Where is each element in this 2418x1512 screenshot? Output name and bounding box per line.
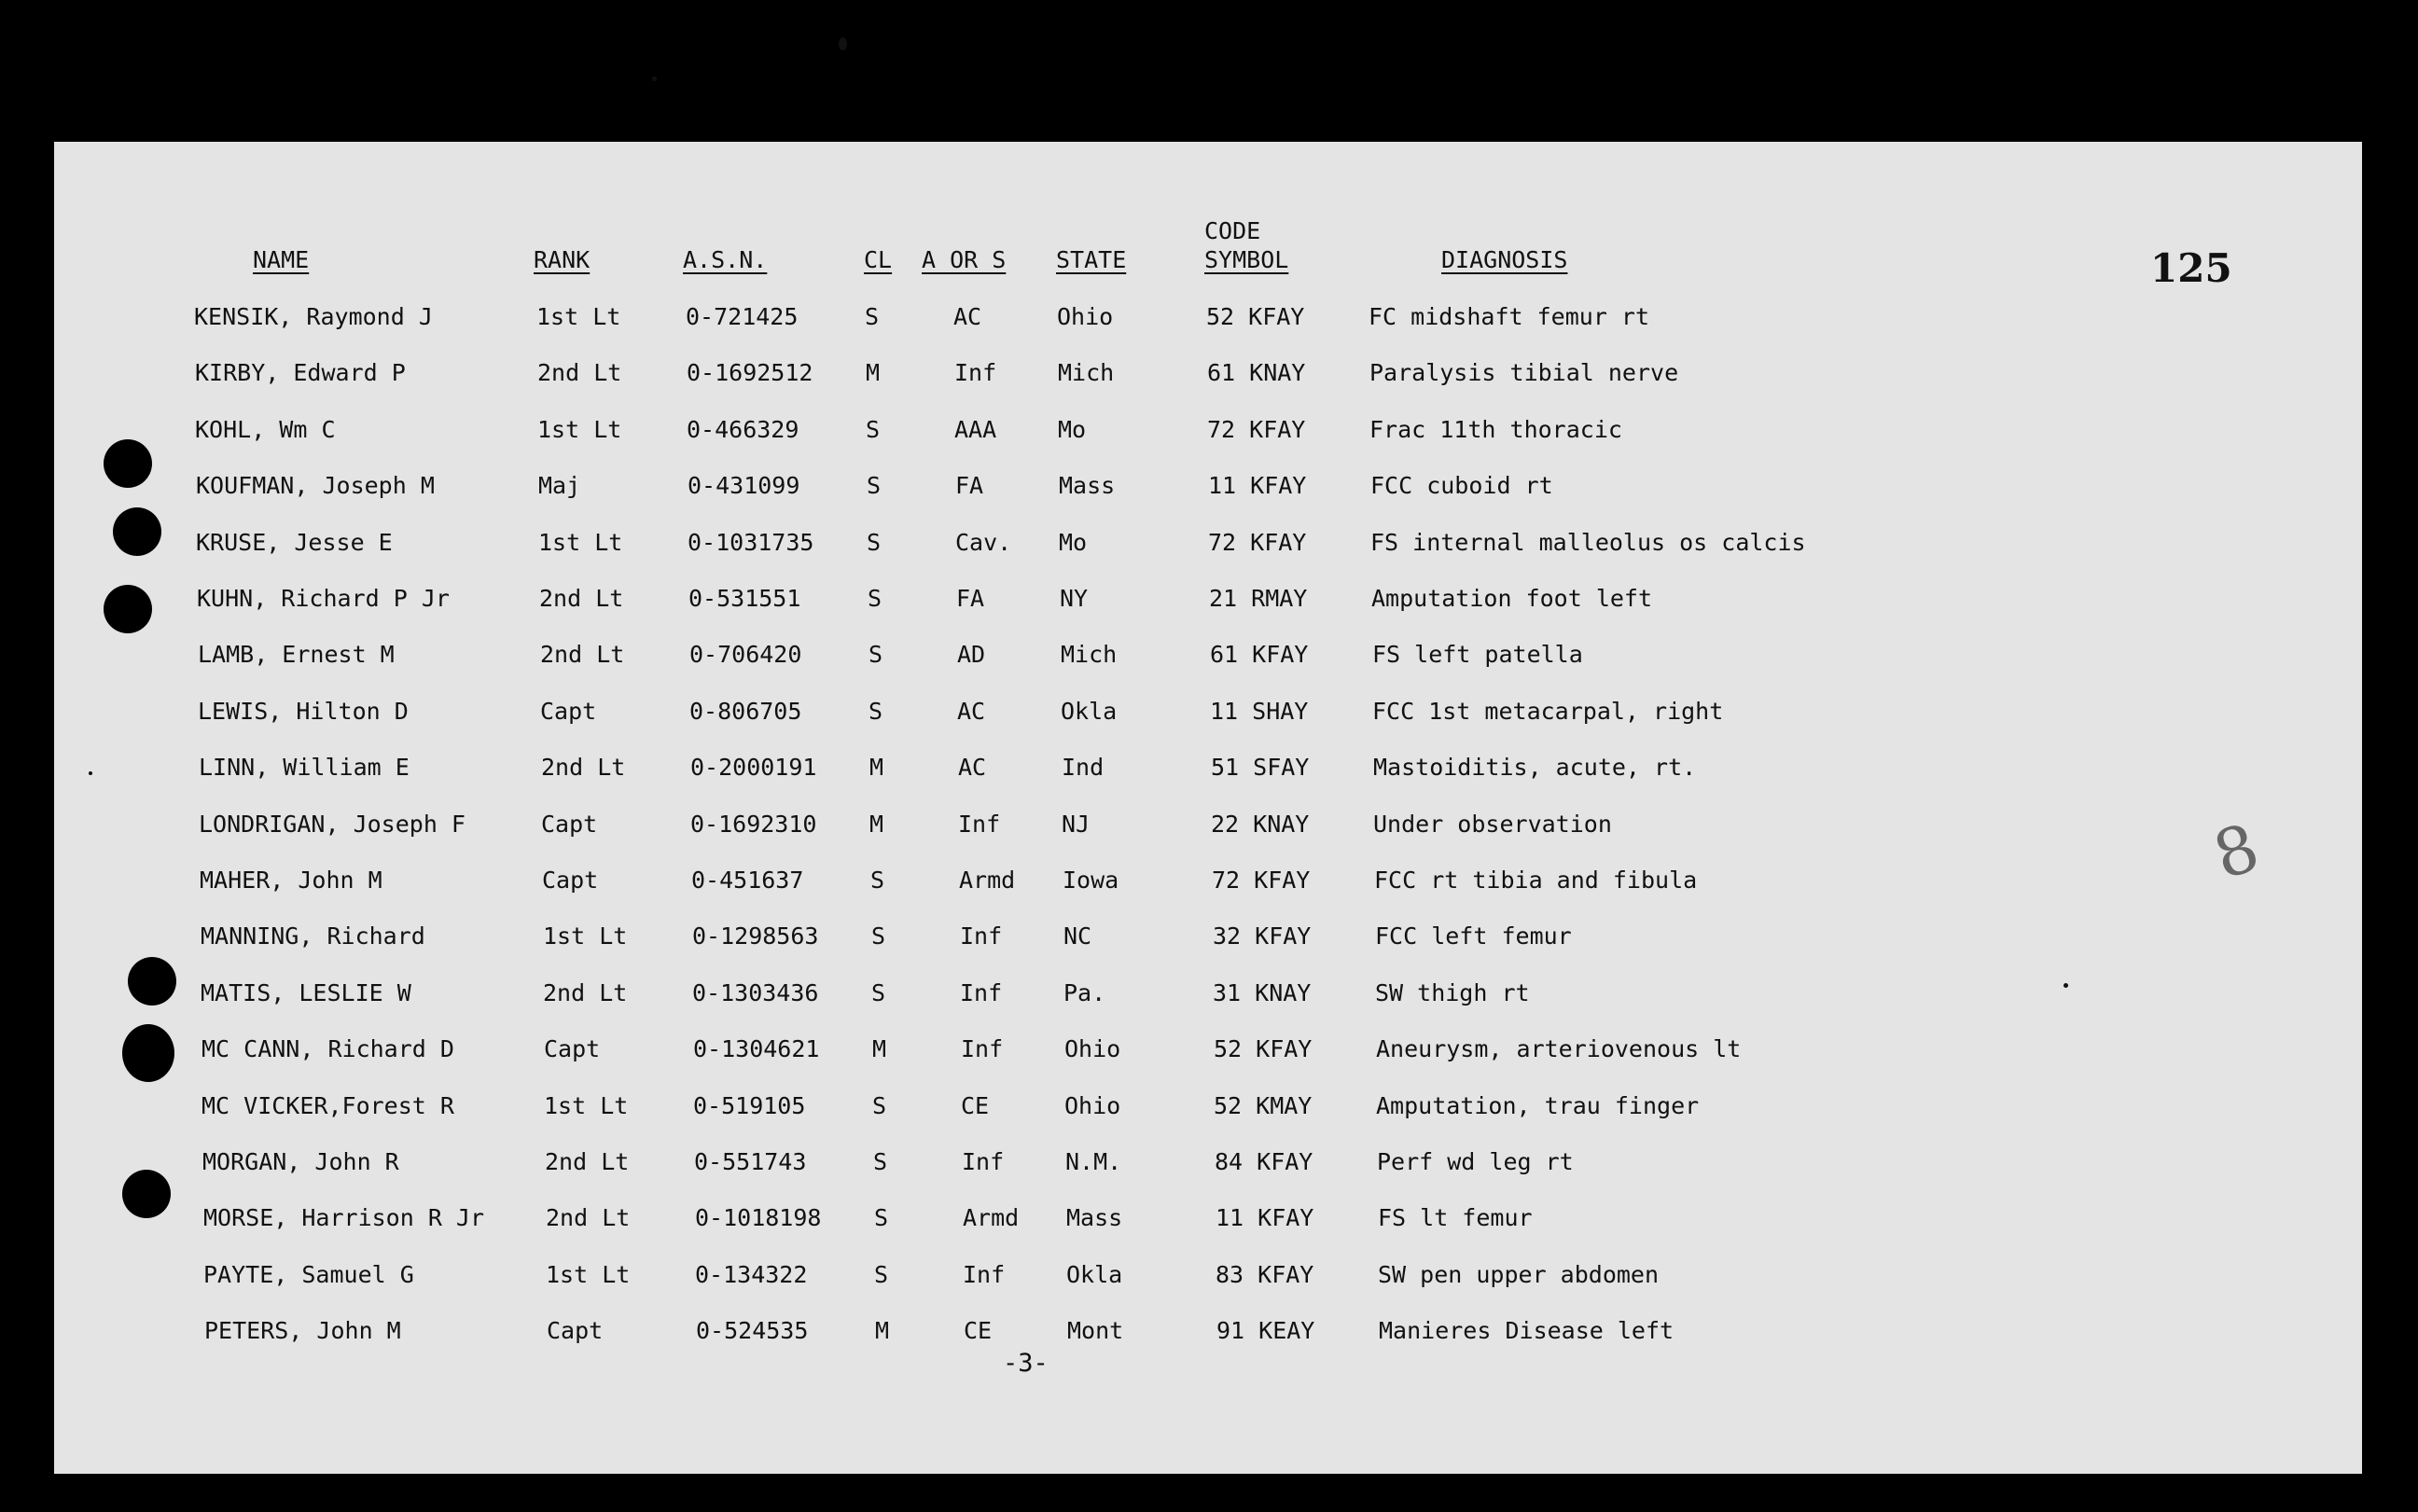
row-name: MORSE, Harrison R Jr <box>203 1204 485 1231</box>
row-rank: Capt <box>544 1035 601 1062</box>
row-a-or-s: Inf <box>962 1148 1005 1175</box>
row-name: KOHL, Wm C <box>195 416 336 443</box>
row-asn: 0-466329 <box>687 416 799 443</box>
row-state: Mich <box>1058 359 1115 386</box>
row-cl: S <box>865 303 880 330</box>
header-asn: A.S.N. <box>683 246 768 273</box>
row-state: Mass <box>1059 472 1116 499</box>
row-a-or-s: FA <box>955 472 984 499</box>
row-cl: S <box>868 585 882 612</box>
row-name: KIRBY, Edward P <box>195 359 406 386</box>
row-asn: 0-524535 <box>696 1317 809 1344</box>
row-state: Ohio <box>1057 303 1114 330</box>
row-cl: S <box>871 922 886 950</box>
row-a-or-s: FA <box>956 585 985 612</box>
punch-hole <box>128 957 176 1006</box>
punch-hole <box>104 439 152 488</box>
row-cl: S <box>872 1092 887 1119</box>
header-cl: CL <box>864 246 893 273</box>
row-state: NJ <box>1062 811 1091 838</box>
row-code-symbol: 11 SHAY <box>1210 698 1309 725</box>
row-state: Iowa <box>1063 867 1119 894</box>
row-rank: 2nd Lt <box>545 1148 630 1175</box>
row-diagnosis: FCC rt tibia and fibula <box>1374 867 1698 894</box>
row-code-symbol: 91 KEAY <box>1216 1317 1315 1344</box>
row-asn: 0-531551 <box>688 585 801 612</box>
row-cl: S <box>871 979 886 1006</box>
punch-hole <box>113 507 161 556</box>
row-a-or-s: Armd <box>963 1204 1020 1231</box>
row-rank: Capt <box>542 867 599 894</box>
row-state: Ohio <box>1064 1092 1121 1119</box>
row-code-symbol: 84 KFAY <box>1215 1148 1313 1175</box>
row-name: MAHER, John M <box>200 867 382 894</box>
row-asn: 0-1304621 <box>693 1035 820 1062</box>
row-name: PETERS, John M <box>204 1317 401 1344</box>
row-rank: 2nd Lt <box>546 1204 631 1231</box>
row-cl: M <box>866 359 881 386</box>
row-rank: 2nd Lt <box>539 585 624 612</box>
row-name: KENSIK, Raymond J <box>194 303 433 330</box>
header-a-or-s: A OR S <box>922 246 1007 273</box>
row-a-or-s: AAA <box>954 416 997 443</box>
row-code-symbol: 61 KFAY <box>1210 641 1309 668</box>
row-code-symbol: 72 KFAY <box>1207 416 1306 443</box>
row-state: Pa. <box>1063 979 1106 1006</box>
row-code-symbol: 32 KFAY <box>1213 922 1312 950</box>
row-rank: 1st Lt <box>546 1261 631 1288</box>
row-diagnosis: Perf wd leg rt <box>1377 1148 1574 1175</box>
row-rank: Capt <box>547 1317 604 1344</box>
row-code-symbol: 22 KNAY <box>1211 811 1310 838</box>
row-diagnosis: FS lt femur <box>1378 1204 1533 1231</box>
row-cl: S <box>869 641 883 668</box>
row-a-or-s: Inf <box>960 922 1003 950</box>
row-asn: 0-1692310 <box>690 811 817 838</box>
speck <box>839 37 847 50</box>
row-rank: 2nd Lt <box>537 359 622 386</box>
row-code-symbol: 52 KFAY <box>1206 303 1305 330</box>
header-code: CODE <box>1204 217 1261 244</box>
row-cl: S <box>867 472 882 499</box>
row-asn: 0-1303436 <box>692 979 819 1006</box>
row-name: KOUFMAN, Joseph M <box>196 472 435 499</box>
row-a-or-s: Inf <box>960 979 1003 1006</box>
row-cl: S <box>874 1261 889 1288</box>
row-name: LINN, William E <box>199 754 410 781</box>
row-rank: 1st Lt <box>543 922 628 950</box>
row-asn: 0-519105 <box>693 1092 806 1119</box>
row-name: MANNING, Richard <box>201 922 425 950</box>
row-diagnosis: Mastoiditis, acute, rt. <box>1373 754 1697 781</box>
row-asn: 0-1692512 <box>687 359 813 386</box>
row-diagnosis: FS internal malleolus os calcis <box>1370 529 1806 556</box>
page-footer: -3- <box>1003 1349 1049 1378</box>
row-a-or-s: Cav. <box>955 529 1012 556</box>
row-cl: S <box>870 867 885 894</box>
row-rank: Capt <box>540 698 597 725</box>
row-diagnosis: FCC cuboid rt <box>1370 472 1553 499</box>
row-a-or-s: Armd <box>959 867 1016 894</box>
row-state: Ind <box>1062 754 1105 781</box>
row-a-or-s: AD <box>957 641 986 668</box>
row-code-symbol: 83 KFAY <box>1216 1261 1314 1288</box>
row-state: NY <box>1060 585 1089 612</box>
row-rank: 1st Lt <box>538 529 623 556</box>
row-state: Mo <box>1058 416 1087 443</box>
row-asn: 0-1031735 <box>688 529 814 556</box>
row-diagnosis: FC midshaft femur rt <box>1369 303 1650 330</box>
punch-hole <box>104 585 152 633</box>
row-cl: S <box>867 529 882 556</box>
row-name: MC VICKER,Forest R <box>202 1092 454 1119</box>
row-a-or-s: Inf <box>954 359 997 386</box>
row-name: MATIS, LESLIE W <box>201 979 411 1006</box>
row-cl: S <box>874 1204 889 1231</box>
row-code-symbol: 11 KFAY <box>1216 1204 1314 1231</box>
row-state: Ohio <box>1064 1035 1121 1062</box>
speck <box>89 771 92 775</box>
row-code-symbol: 52 KMAY <box>1214 1092 1313 1119</box>
row-rank: Capt <box>541 811 598 838</box>
row-code-symbol: 11 KFAY <box>1208 472 1307 499</box>
row-diagnosis: Amputation, trau finger <box>1376 1092 1700 1119</box>
row-state: Mass <box>1066 1204 1123 1231</box>
row-cl: S <box>866 416 881 443</box>
row-state: Mich <box>1061 641 1118 668</box>
punch-hole <box>122 1024 174 1082</box>
row-name: KUHN, Richard P Jr <box>197 585 450 612</box>
row-asn: 0-1018198 <box>695 1204 822 1231</box>
row-state: NC <box>1063 922 1092 950</box>
row-cl: M <box>869 811 884 838</box>
row-asn: 0-551743 <box>694 1148 807 1175</box>
row-cl: S <box>869 698 883 725</box>
row-code-symbol: 52 KFAY <box>1214 1035 1313 1062</box>
row-code-symbol: 72 KFAY <box>1208 529 1307 556</box>
row-asn: 0-2000191 <box>690 754 817 781</box>
row-diagnosis: SW thigh rt <box>1375 979 1530 1006</box>
row-asn: 0-451637 <box>691 867 804 894</box>
row-code-symbol: 61 KNAY <box>1207 359 1306 386</box>
row-name: MC CANN, Richard D <box>202 1035 454 1062</box>
row-a-or-s: Inf <box>963 1261 1006 1288</box>
row-a-or-s: CE <box>964 1317 993 1344</box>
row-rank: 1st Lt <box>544 1092 629 1119</box>
header-diagnosis: DIAGNOSIS <box>1441 246 1568 273</box>
row-state: Mont <box>1067 1317 1124 1344</box>
row-diagnosis: Frac 11th thoracic <box>1369 416 1622 443</box>
row-code-symbol: 51 SFAY <box>1211 754 1310 781</box>
row-rank: 2nd Lt <box>540 641 625 668</box>
row-cl: M <box>869 754 884 781</box>
row-code-symbol: 21 RMAY <box>1209 585 1308 612</box>
row-asn: 0-706420 <box>689 641 802 668</box>
row-rank: 1st Lt <box>536 303 621 330</box>
row-diagnosis: SW pen upper abdomen <box>1378 1261 1660 1288</box>
row-a-or-s: CE <box>961 1092 990 1119</box>
header-state: STATE <box>1056 246 1127 273</box>
speck <box>2064 983 2068 988</box>
speck <box>652 76 657 81</box>
header-rank: RANK <box>534 246 591 273</box>
row-a-or-s: AC <box>958 754 987 781</box>
row-a-or-s: Inf <box>961 1035 1004 1062</box>
row-cl: S <box>873 1148 888 1175</box>
row-name: LAMB, Ernest M <box>198 641 395 668</box>
row-code-symbol: 72 KFAY <box>1212 867 1311 894</box>
row-name: LONDRIGAN, Joseph F <box>199 811 466 838</box>
row-diagnosis: Aneurysm, arteriovenous lt <box>1376 1035 1742 1062</box>
punch-hole <box>122 1170 171 1218</box>
row-a-or-s: AC <box>953 303 982 330</box>
row-code-symbol: 31 KNAY <box>1213 979 1312 1006</box>
row-diagnosis: Paralysis tibial nerve <box>1369 359 1679 386</box>
row-rank: 2nd Lt <box>541 754 626 781</box>
row-a-or-s: AC <box>957 698 986 725</box>
header-symbol: SYMBOL <box>1204 246 1289 273</box>
row-diagnosis: Under observation <box>1373 811 1612 838</box>
row-state: Okla <box>1066 1261 1123 1288</box>
page-number: 125 <box>2150 245 2232 291</box>
row-diagnosis: Manieres Disease left <box>1379 1317 1675 1344</box>
row-asn: 0-806705 <box>689 698 802 725</box>
row-rank: 1st Lt <box>537 416 622 443</box>
row-cl: M <box>872 1035 887 1062</box>
row-asn: 0-134322 <box>695 1261 808 1288</box>
margin-mark: 8 <box>2204 809 2269 895</box>
row-state: Mo <box>1059 529 1088 556</box>
row-name: PAYTE, Samuel G <box>203 1261 414 1288</box>
row-cl: M <box>875 1317 890 1344</box>
row-name: MORGAN, John R <box>202 1148 399 1175</box>
row-rank: Maj <box>538 472 581 499</box>
row-rank: 2nd Lt <box>543 979 628 1006</box>
row-name: LEWIS, Hilton D <box>198 698 409 725</box>
row-asn: 0-721425 <box>686 303 799 330</box>
row-diagnosis: FS left patella <box>1372 641 1583 668</box>
row-name: KRUSE, Jesse E <box>196 529 393 556</box>
row-diagnosis: FCC 1st metacarpal, right <box>1372 698 1724 725</box>
row-a-or-s: Inf <box>958 811 1001 838</box>
row-asn: 0-431099 <box>688 472 800 499</box>
header-name: NAME <box>253 246 310 273</box>
row-diagnosis: Amputation foot left <box>1371 585 1653 612</box>
row-asn: 0-1298563 <box>692 922 819 950</box>
row-state: N.M. <box>1065 1148 1122 1175</box>
row-diagnosis: FCC left femur <box>1375 922 1572 950</box>
row-state: Okla <box>1061 698 1118 725</box>
